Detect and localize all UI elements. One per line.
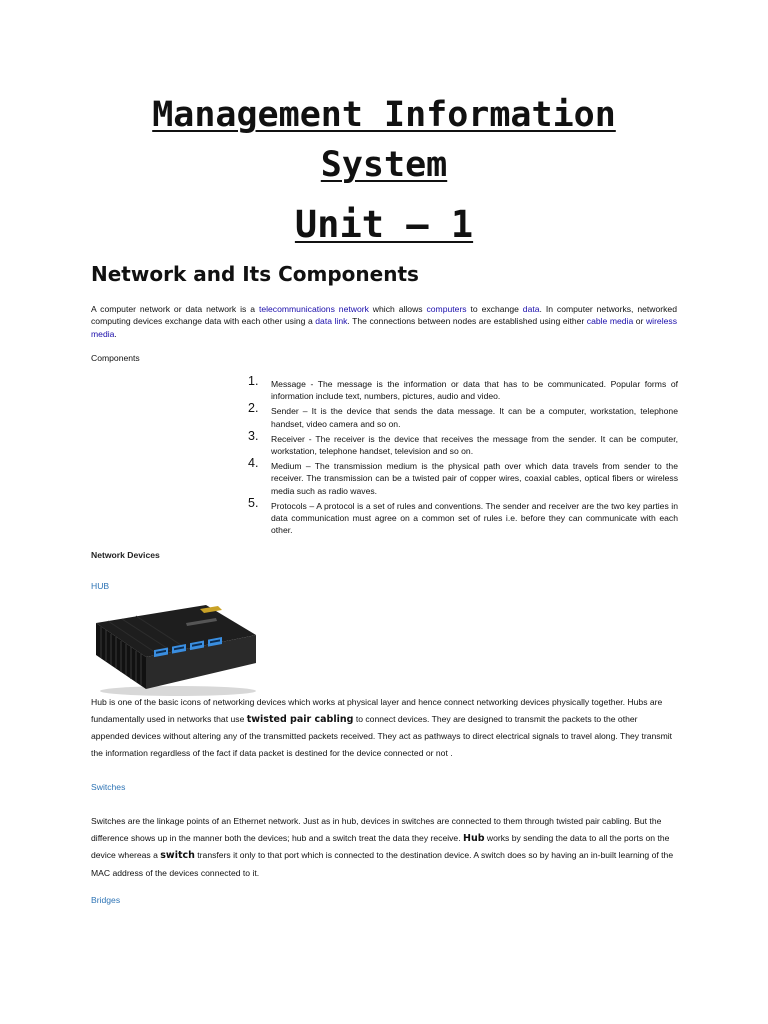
intro-text-4: . In computer networks, networked computing devices exchange data with each other using a	[91, 304, 677, 327]
document-title-line-1: Management Information	[152, 95, 616, 135]
keyword-twisted-pair-cabling: twisted pair cabling	[246, 713, 354, 725]
components-list	[244, 374, 678, 539]
list-item-number: 1.	[248, 374, 259, 388]
list-item-text: Sender – It is the device that sends the data message. It can be a computer, workstation, telephone handset, video camera and so on.	[271, 406, 678, 429]
intro-text-7: .	[114, 328, 117, 339]
unit-title: Unit – 1	[294, 203, 474, 246]
link-computers[interactable]: computers	[426, 304, 467, 314]
list-item	[244, 495, 678, 537]
intro-text-3: to exchange	[466, 304, 523, 314]
hub-text-1: Hub is one of the basic icons of networking devices which works at physical layer and hence connect networking devices physically together. Hubs are fundamentally used in networks that use	[91, 697, 663, 724]
switches-heading: Switches	[91, 782, 126, 792]
link-data[interactable]: data	[522, 304, 540, 314]
switches-paragraph	[91, 813, 677, 881]
list-item-text: Message - The message is the information or data that has to be communicated. Popular forms of information include text, numbers, pictures, audio and video.	[271, 379, 678, 402]
network-hub-image	[88, 597, 258, 697]
list-item	[244, 428, 678, 458]
switches-text-2: works by sending the data to all the ports on the device whereas a	[91, 832, 670, 861]
link-data-link[interactable]: data link	[315, 316, 348, 327]
link-wireless-media[interactable]: wireless media	[91, 316, 677, 339]
intro-paragraph	[91, 303, 677, 340]
list-item-number: 5.	[248, 495, 259, 510]
list-item	[244, 455, 678, 497]
intro-text-2: which allows	[368, 304, 427, 314]
link-telecommunications-network[interactable]: telecommunications network	[258, 304, 369, 314]
list-item-text: Protocols – A protocol is a set of rules and conventions. The sender and receiver are the two key parties in data communication must agree on a common set of rules i.e. before they can communicate with each other.	[271, 500, 678, 536]
switches-text-3: transfers it only to that port which is connected to the destination device. A switch does so by having an in-built learning of the MAC address of the devices connected to it.	[91, 850, 674, 878]
components-label: Components	[91, 353, 140, 363]
list-item	[244, 374, 678, 403]
list-item-number: 4.	[248, 455, 259, 470]
intro-text-1: A computer network or data network is a	[91, 304, 259, 314]
list-item-text: Receiver - The receiver is the device that receives the message from the sender. It can be computer, workstation, telephone handset, television and so on.	[271, 433, 678, 457]
intro-text-5: . The connections between nodes are established using either	[347, 316, 587, 327]
hub-text-2: to connect devices. They are designed to transmit the packets to the other appended devices without altering any of the transmitted packets received. They act as pathways to direct electrical signals to travel along. They transmit the information regardless of the fact if data packet is destined for the device connected or not .	[91, 713, 673, 758]
link-cable-media[interactable]: cable media	[586, 316, 634, 327]
bridges-heading: Bridges	[91, 895, 121, 905]
intro-text-6: or	[633, 316, 646, 327]
document-title-line-2: System	[320, 145, 448, 185]
list-item-number: 3.	[248, 428, 259, 443]
list-item-number: 2.	[248, 401, 259, 416]
hub-paragraph	[91, 694, 677, 761]
keyword-switch: switch	[160, 850, 195, 862]
section-heading: Network and Its Components	[91, 262, 419, 286]
hub-heading: HUB	[91, 581, 110, 591]
keyword-hub: Hub	[463, 832, 485, 844]
network-devices-label: Network Devices	[91, 550, 160, 560]
switches-text-1: Switches are the linkage points of an Ethernet network. Just as in hub, devices in switches are connected to them through twisted pair cabling. But the difference shows up in the manner both the devices; hub and a switch treat the data they receive.	[91, 816, 662, 843]
list-item	[244, 401, 678, 430]
list-item-text: Medium – The transmission medium is the physical path over which data travels from sender to the receiver. The transmission can be a twisted pair of copper wires, coaxial cables, optical fibers or wireless media such as radio waves.	[271, 460, 678, 496]
